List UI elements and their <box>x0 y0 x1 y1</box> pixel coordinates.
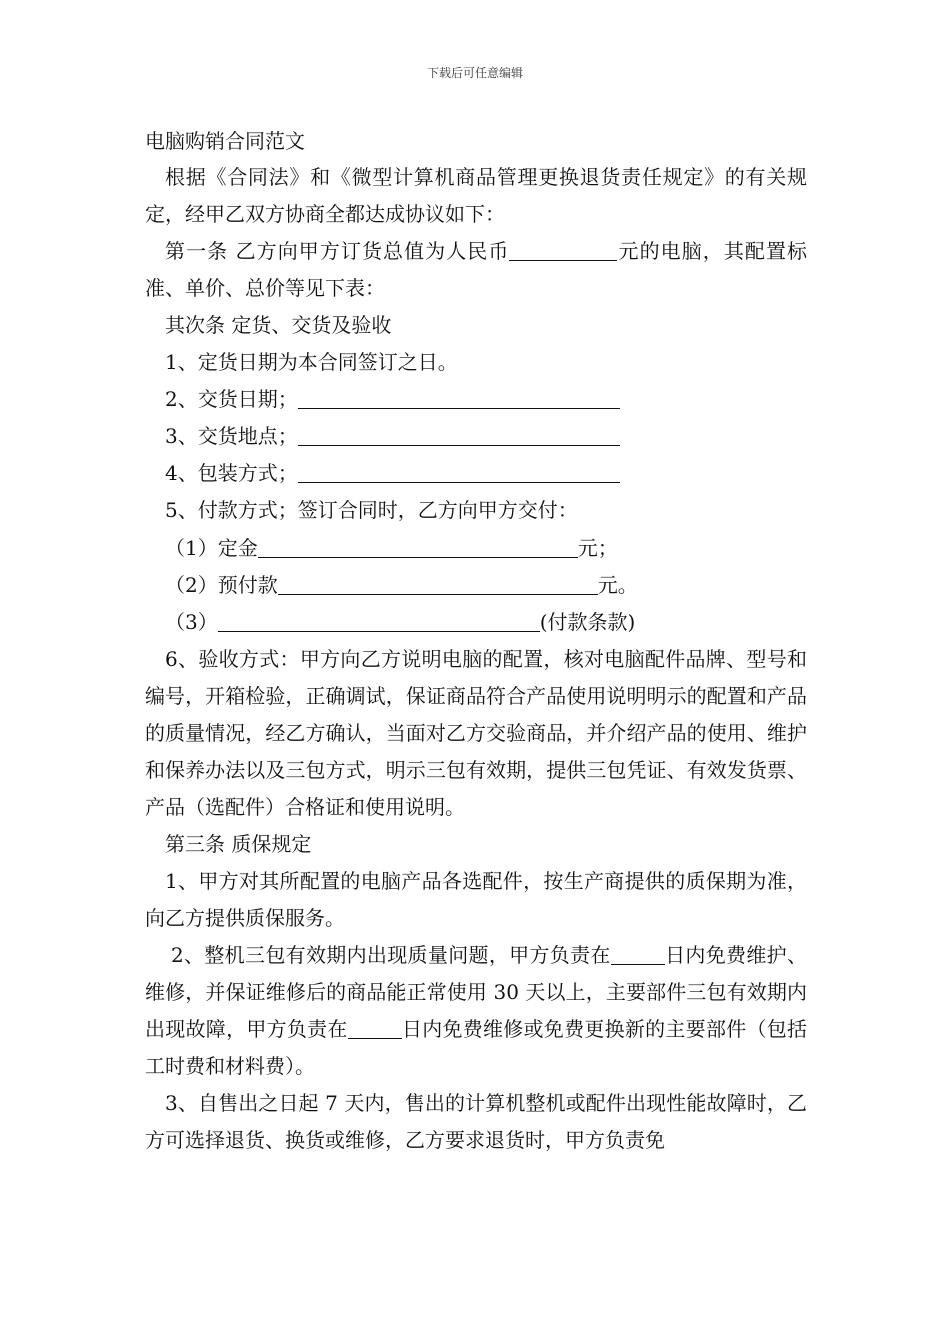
article-1-text-after: 元的电脑，其配置标准、单价、总价等见下表： <box>145 239 808 300</box>
article-3-item-3: 3、自售出之日起 7 天内，售出的计算机整机或配件出现性能故障时，乙方可选择退货、换货或维修，乙方要求退货时，甲方负责免 <box>145 1091 807 1152</box>
document-title: 电脑购销合同范文 <box>145 129 305 153</box>
replace-days-blank <box>348 1016 402 1039</box>
article-2-item-6: 6、验收方式：甲方向乙方说明电脑的配置，核对电脑配件品牌、型号和编号，开箱检验，正确调试，保证商品符合产品使用说明明示的配置和产品的质量情况，经乙方确认，当面对乙方交验商品，并介绍产品的使用、维护和保养办法以及三包方式，明示三包有效期，提供三包凭证、有效发货票、产品（选配件）合格证和使用说明。 <box>145 647 807 819</box>
payment-deposit <box>145 530 807 567</box>
delivery-date-blank <box>298 386 620 409</box>
article-2-item-2 <box>145 381 807 418</box>
article-2-heading: 其次条 定货、交货及验收 <box>165 313 392 337</box>
article-3-item-2 <box>145 937 807 1085</box>
advance-unit: 元。 <box>597 573 638 597</box>
article-2-item-5: 5、付款方式；签订合同时，乙方向甲方交付： <box>165 498 578 522</box>
advance-label: （2）预付款 <box>165 573 278 597</box>
article-3-item-1: 1、甲方对其所配置的电脑产品各选配件，按生产商提供的质保期为准，向乙方提供质保服务。 <box>145 869 807 930</box>
packaging-label: 4、包装方式； <box>165 461 298 485</box>
article-2-item-3 <box>145 418 807 455</box>
article-3-item-2-part-b: 日内免费维护、维修，并保证维修后的商品能正常使用 30 天以上，主要部件三包有效期内出现故障，甲方负责在 <box>145 943 808 1041</box>
page-header: 下载后可任意编辑 <box>426 66 523 80</box>
repair-days-blank <box>611 942 665 965</box>
terms-label: （3） <box>165 610 218 634</box>
article-1-text-before: 第一条 乙方向甲方订货总值为人民币 <box>165 239 510 263</box>
packaging-blank <box>298 460 620 483</box>
contract-document <box>145 123 807 1159</box>
intro-paragraph: 根据《合同法》和《微型计算机商品管理更换退货责任规定》的有关规定，经甲乙双方协商全都达成协议如下： <box>145 165 807 226</box>
article-1 <box>145 233 807 307</box>
delivery-date-label: 2、交货日期； <box>165 387 298 411</box>
delivery-place-label: 3、交货地点； <box>165 424 298 448</box>
payment-advance <box>145 567 807 604</box>
article-3-item-2-part-c: 日内免费维修或免费更换新的主要部件（包括工时费和材料费）。 <box>145 1017 808 1078</box>
amount-blank <box>509 238 617 261</box>
article-3-item-2-part-a: 2、整机三包有效期内出现质量问题，甲方负责在 <box>171 943 611 967</box>
advance-blank <box>278 572 598 595</box>
deposit-unit: 元； <box>577 536 618 560</box>
terms-blank <box>218 609 540 632</box>
deposit-label: （1）定金 <box>165 536 258 560</box>
article-2-item-4 <box>145 455 807 492</box>
terms-unit: (付款条款) <box>539 610 636 634</box>
article-3-heading: 第三条 质保规定 <box>165 832 312 856</box>
payment-terms <box>145 604 807 641</box>
delivery-place-blank <box>298 423 620 446</box>
deposit-blank <box>258 535 578 558</box>
article-2-item-1: 1、定货日期为本合同签订之日。 <box>165 350 458 374</box>
